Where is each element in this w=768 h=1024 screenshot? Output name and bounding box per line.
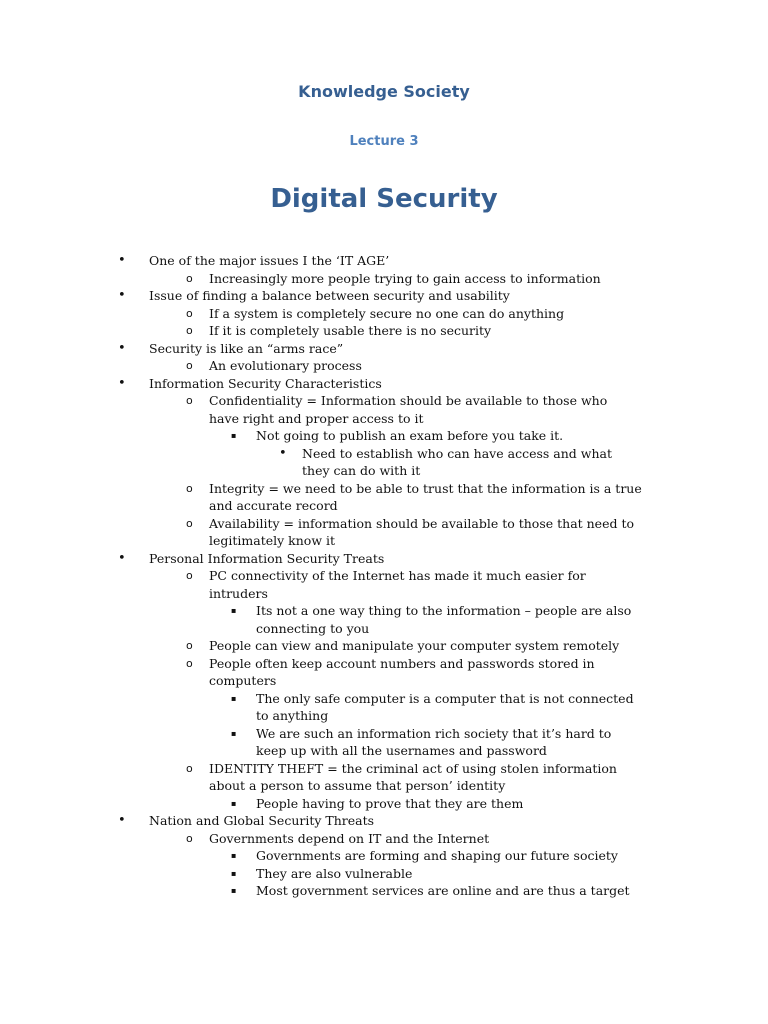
list-item-text: Confidentiality = Information should be available to those who (209, 393, 608, 408)
list-item (0, 515, 768, 533)
circle-marker: o (186, 656, 193, 670)
circle-marker: o (186, 569, 193, 582)
list-item-text: Issue of finding a balance between security and usability (149, 288, 510, 303)
circle-marker: o (186, 306, 193, 320)
list-item (0, 830, 768, 848)
list-item-text: Nation and Global Security Threats (149, 813, 375, 828)
list-item-text: People can view and manipulate your computer system remotely (209, 638, 620, 653)
bullet-marker: • (118, 288, 126, 303)
list-item-text: IDENTITY THEFT = the criminal act of using stolen information (209, 760, 617, 776)
list-item-text: about a person to assume that person’ identity (209, 778, 506, 793)
bullet-marker: • (118, 340, 126, 356)
circle-marker: o (186, 831, 193, 845)
circle-marker: o (186, 481, 193, 495)
list-item-continuation (0, 497, 768, 515)
square-marker: ▪ (231, 606, 237, 615)
list-item-continuation (0, 462, 768, 480)
list-item (0, 252, 768, 270)
circle-marker: o (186, 359, 193, 372)
list-item-text: intruders (209, 585, 268, 601)
list-item (0, 760, 768, 778)
list-item-text: computers (209, 673, 277, 688)
list-item (0, 567, 768, 585)
list-item-text: If a system is completely secure no one can do anything (209, 305, 565, 321)
list-item-text: Increasingly more people trying to gain access to information (209, 270, 601, 286)
list-item (0, 602, 768, 620)
list-item-text: connecting to you (256, 620, 370, 636)
document-title: Knowledge Society (298, 82, 470, 101)
square-marker: ▪ (231, 728, 237, 738)
list-item (0, 725, 768, 743)
bullet-marker: • (118, 813, 126, 828)
list-item (0, 305, 768, 323)
square-marker: ▪ (231, 886, 237, 895)
circle-marker: o (186, 271, 193, 285)
bullet-marker: • (118, 375, 126, 391)
list-item-continuation (0, 410, 768, 428)
main-heading: Digital Security (270, 184, 498, 214)
list-item-text: An evolutionary process (209, 358, 362, 373)
list-item-text: Governments depend on IT and the Internet (209, 830, 490, 846)
list-item-text: Information Security Characteristics (149, 375, 382, 391)
circle-marker: o (186, 516, 193, 530)
square-marker: ▪ (231, 431, 237, 440)
list-item (0, 357, 768, 375)
list-item-text: keep up with all the usernames and password (256, 743, 547, 758)
list-item-text: Not going to publish an exam before you take it. (256, 428, 564, 443)
list-item (0, 882, 768, 900)
square-marker: ▪ (231, 798, 237, 808)
list-item (0, 270, 768, 288)
list-item (0, 340, 768, 358)
list-item-text: Integrity = we need to be able to trust that the information is a true (209, 480, 642, 496)
square-marker: ▪ (231, 693, 237, 703)
list-item-text: legitimately know it (209, 533, 336, 548)
list-item-continuation (0, 742, 768, 760)
list-item-text: Security is like an “arms race” (149, 340, 344, 356)
list-item-text: Governments are forming and shaping our future society (256, 848, 618, 863)
list-item (0, 375, 768, 393)
list-item-continuation (0, 620, 768, 638)
list-item-text: One of the major issues I the ‘IT AGE’ (149, 253, 390, 268)
list-item (0, 865, 768, 883)
list-item (0, 795, 768, 813)
circle-marker: o (186, 394, 193, 407)
list-item-text: People often keep account numbers and passwords stored in (209, 655, 595, 671)
bullet-marker: • (279, 445, 287, 461)
circle-marker: o (186, 639, 193, 652)
square-marker: ▪ (231, 868, 237, 878)
list-item-text: they can do with it (302, 463, 421, 478)
notes-list (0, 252, 768, 900)
bullet-marker: • (118, 253, 126, 268)
list-item-text: and accurate record (209, 498, 338, 513)
list-item-text: Its not a one way thing to the information – people are also (256, 603, 632, 618)
list-item (0, 287, 768, 305)
list-item-text: Availability = information should be available to those that need to (209, 515, 635, 531)
list-item-text: If it is completely usable there is no security (209, 323, 492, 338)
list-item-text: Personal Information Security Treats (149, 550, 385, 566)
list-item-text: Need to establish who can have access and what (302, 445, 612, 461)
list-item-continuation (0, 532, 768, 550)
list-item-continuation (0, 707, 768, 725)
list-item-continuation (0, 585, 768, 603)
list-item (0, 655, 768, 673)
list-item (0, 550, 768, 568)
list-item (0, 445, 768, 463)
list-item-text: PC connectivity of the Internet has made it much easier for (209, 568, 586, 583)
list-item (0, 690, 768, 708)
list-item (0, 392, 768, 410)
list-item (0, 637, 768, 655)
circle-marker: o (186, 761, 193, 775)
list-item-text: have right and proper access to it (209, 410, 424, 426)
bullet-marker: • (118, 550, 126, 566)
list-item-text: to anything (256, 708, 329, 723)
list-item (0, 427, 768, 445)
circle-marker: o (186, 324, 193, 337)
list-item (0, 480, 768, 498)
list-item-text: We are such an information rich society that it’s hard to (256, 725, 612, 741)
square-marker: ▪ (231, 851, 237, 860)
list-item (0, 847, 768, 865)
list-item-text: The only safe computer is a computer that is not connected (256, 690, 634, 706)
list-item (0, 812, 768, 830)
list-item-continuation (0, 777, 768, 795)
list-item-text: They are also vulnerable (256, 865, 413, 881)
list-item-text: Most government services are online and are thus a target (256, 883, 630, 898)
list-item-text: People having to prove that they are them (256, 795, 524, 811)
lecture-label: Lecture 3 (349, 134, 419, 149)
list-item-continuation (0, 672, 768, 690)
list-item (0, 322, 768, 340)
